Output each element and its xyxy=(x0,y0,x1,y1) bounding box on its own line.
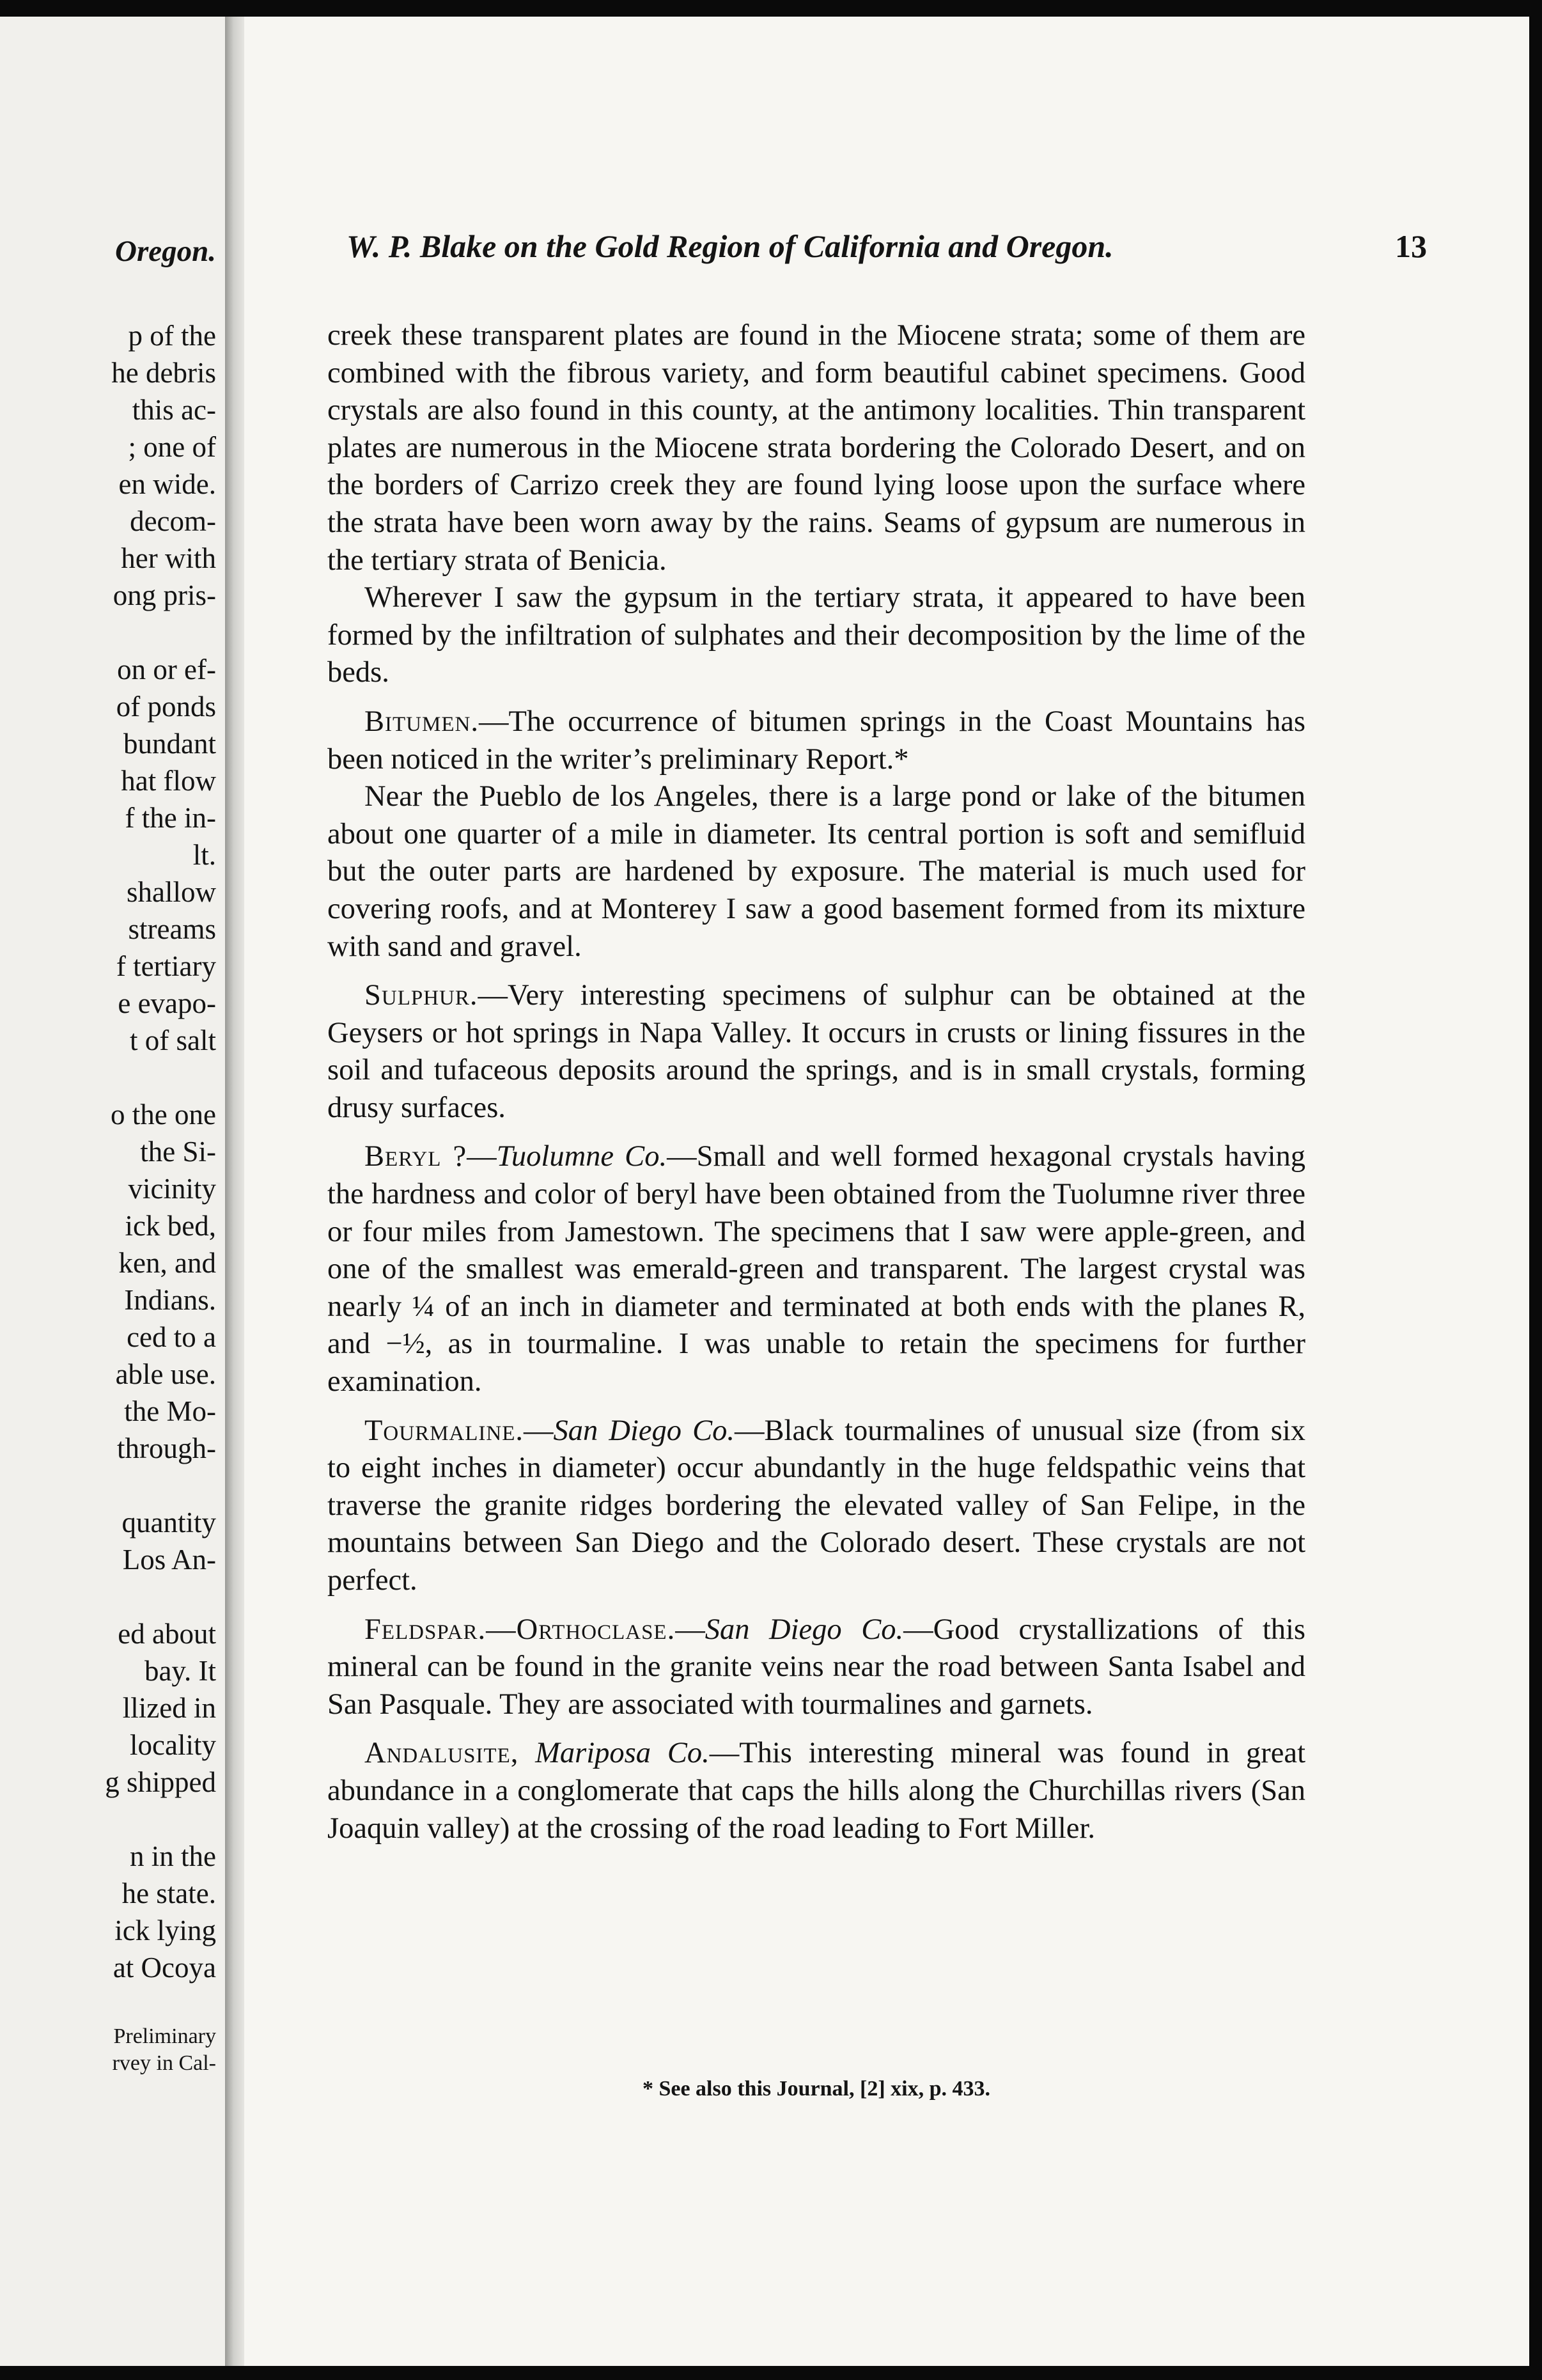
scan-border-right xyxy=(1529,0,1542,2380)
previous-page-line: ed about xyxy=(118,1618,216,1650)
article-body xyxy=(327,317,1305,1847)
previous-page-line: he state. xyxy=(121,1877,216,1909)
book-page xyxy=(244,17,1529,2366)
heading-dash: — xyxy=(467,1140,497,1173)
paragraph-beryl xyxy=(327,1138,1305,1400)
previous-page-line: hat flow xyxy=(121,765,216,797)
paragraph-andalusite xyxy=(327,1735,1305,1847)
previous-page-line: ced to a xyxy=(127,1321,216,1353)
previous-page-line: of ponds xyxy=(116,691,216,723)
previous-page-gap xyxy=(0,614,216,651)
previous-page-line: p of the xyxy=(128,320,216,352)
previous-page-line: f the in- xyxy=(125,802,216,834)
previous-page-line: o the one xyxy=(111,1099,216,1131)
paragraph-bitumen-lake: Near the Pueblo de los Angeles, there is a large pond or lake of the bitumen about one quarter of a mile in diameter. Its central portion is soft and semifluid but the outer parts are hardened by exposure. The material is much used for covering roofs, and at Monterey I saw a good basement formed from its mixture with sand and gravel. xyxy=(327,780,1305,963)
previous-page-line: he debris xyxy=(111,357,216,389)
previous-page-line: lt. xyxy=(192,839,216,871)
scan-border-bottom xyxy=(0,2366,1542,2380)
previous-page-line: her with xyxy=(121,542,216,574)
previous-page-line: decom- xyxy=(130,505,216,537)
paragraph-feldspar xyxy=(327,1611,1305,1724)
previous-page-lines xyxy=(0,317,216,2077)
previous-page-line: t of salt xyxy=(130,1024,216,1056)
scan-border-top xyxy=(0,0,1542,17)
footnote: * See also this Journal, [2] xix, p. 433. xyxy=(642,2077,991,2101)
mineral-heading: Sulphur. xyxy=(364,979,478,1012)
previous-page-fragment xyxy=(0,17,225,2366)
previous-page-line: n in the xyxy=(130,1840,216,1872)
previous-page-line: ong pris- xyxy=(113,579,216,611)
previous-page-line: en wide. xyxy=(118,468,216,500)
paragraph-bitumen xyxy=(327,703,1305,778)
previous-page-footnote-line: Preliminary xyxy=(113,2024,216,2048)
paragraph-sulphur xyxy=(327,977,1305,1127)
paragraph-text: —Black tourmalines of unusual size (from six to eight inches in diameter) occur abundantly in the huge feldspathic veins that traverse the granite ridges bordering the elevated valley of San Felipe, in the mountains between San Diego and the Colorado desert. These crystals are not perfect. xyxy=(327,1414,1305,1597)
previous-page-gap xyxy=(0,1801,216,1838)
previous-page-footnote-line: rvey in Cal- xyxy=(112,2051,216,2075)
paragraph-tourmaline xyxy=(327,1413,1305,1600)
mineral-heading: Andalusite, xyxy=(364,1737,519,1770)
mineral-heading: Beryl ? xyxy=(364,1140,467,1173)
paragraph-gypsum-localities: creek these transparent plates are found in the Miocene strata; some of them are combined with the fibrous variety, and form beautiful cabinet specimens. Good crystals are also found in this county, at the antimony localities. Thin transparent plates are numerous in the Miocene strata bordering the Colorado Desert, and on the borders of Carrizo creek they are found lying loose upon the surface where the strata have been worn away by the rains. Seams of gypsum are numerous in the tertiary strata of Benicia. xyxy=(327,319,1305,577)
binding-gutter xyxy=(225,17,244,2366)
previous-page-line: ick bed, xyxy=(125,1210,216,1242)
previous-page-line: Indians. xyxy=(124,1284,216,1316)
previous-page-line: bundant xyxy=(123,728,216,760)
previous-page-line: able use. xyxy=(115,1358,216,1390)
previous-page-line: shallow xyxy=(127,876,216,908)
paragraph-text: —This interesting mineral was found in great abundance in a conglomerate that caps the hills along the Churchillas rivers (San Joaquin valley) at the crossing of the road leading to Fort Miller. xyxy=(327,1737,1305,1845)
previous-page-gap xyxy=(0,1059,216,1096)
previous-page-line: f tertiary xyxy=(116,950,216,982)
heading-dash xyxy=(518,1737,535,1769)
heading-dash: — xyxy=(675,1613,705,1646)
previous-page-header: Oregon. xyxy=(115,235,216,268)
mineral-heading: Bitumen. xyxy=(364,705,479,738)
previous-page-line: on or ef- xyxy=(117,654,216,685)
previous-page-line: this ac- xyxy=(132,394,216,426)
locality-name: San Diego Co. xyxy=(705,1613,904,1646)
previous-page-line: ick lying xyxy=(114,1914,216,1946)
previous-page-gap xyxy=(0,1467,216,1504)
previous-page-line: the Si- xyxy=(140,1136,216,1168)
locality-name: Tuolumne Co. xyxy=(496,1140,667,1173)
previous-page-line: quantity xyxy=(121,1507,216,1538)
previous-page-line: through- xyxy=(117,1432,216,1464)
previous-page-gap xyxy=(0,1578,216,1615)
previous-page-line: at Ocoya xyxy=(113,1952,216,1984)
previous-page-line: the Mo- xyxy=(124,1395,216,1427)
previous-page-line: ; one of xyxy=(128,431,216,463)
paragraph-text: —Very interesting specimens of sulphur can be obtained at the Geysers or hot springs in Napa Valley. It occurs in crusts or lining fissures in the soil and tufaceous deposits around the springs, and is in small crystals, forming drusy surfaces. xyxy=(327,979,1305,1124)
paragraph-text: —Small and well formed hexagonal crystals having the hardness and color of beryl have been obtained from the Tuolumne river three or four miles from Jamestown. The specimens that I saw were apple-green, and one of the smallest was emerald-green and transparent. The largest crystal was nearly ¼ of an inch in diameter and terminated at both ends with the planes R, and −½, as in tourmaline. I was unable to retain the specimens for further examination. xyxy=(327,1140,1305,1398)
paragraph-text: —The occurrence of bitumen springs in the Coast Mountains has been noticed in the writer’s preliminary Report.* xyxy=(327,705,1305,776)
locality-name: Mariposa Co. xyxy=(535,1737,710,1770)
previous-page-line: locality xyxy=(130,1729,216,1761)
mineral-heading: Tourmaline. xyxy=(364,1414,524,1447)
previous-page-line: ken, and xyxy=(118,1247,216,1279)
running-header-title: W. P. Blake on the Gold Region of California and Oregon. xyxy=(347,228,1114,264)
mineral-heading: Feldspar.—Orthoclase. xyxy=(364,1613,676,1646)
previous-page-line: llized in xyxy=(122,1692,216,1724)
previous-page-line: e evapo- xyxy=(118,987,216,1019)
paragraph-text: —Good crystallizations of this mineral can be found in the granite veins near the road between Santa Isabel and San Pasquale. They are associated with tourmalines and garnets. xyxy=(327,1613,1306,1721)
paragraph-gypsum-formation: Wherever I saw the gypsum in the tertiary strata, it appeared to have been formed by the infiltration of sulphates and their decomposition by the lime of the beds. xyxy=(327,581,1305,689)
previous-page-line: vicinity xyxy=(128,1173,216,1205)
running-header xyxy=(347,228,1427,272)
heading-dash: — xyxy=(524,1414,554,1447)
previous-page-line: g shipped xyxy=(105,1766,216,1798)
locality-name: San Diego Co. xyxy=(553,1414,735,1447)
page-number: 13 xyxy=(1395,228,1427,264)
previous-page-line: bay. It xyxy=(144,1655,216,1687)
previous-page-gap xyxy=(0,1986,216,2023)
previous-page-line: Los An- xyxy=(122,1544,216,1576)
previous-page-line: streams xyxy=(128,913,216,945)
